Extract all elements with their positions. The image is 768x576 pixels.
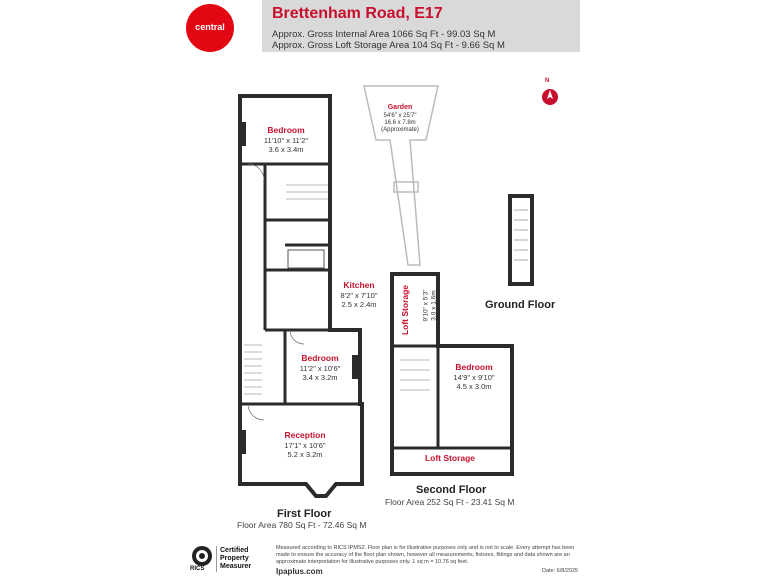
- badge-divider: [216, 546, 217, 572]
- room-reception-dim-imperial: 17'1" x 10'6": [284, 441, 326, 450]
- room-bedroom-3-dim-metric: 4.5 x 3.0m: [456, 382, 492, 391]
- property-title: Brettenham Road, E17: [272, 5, 443, 22]
- room-kitchen-dim-metric: 2.5 x 2.4m: [341, 300, 377, 309]
- website-link[interactable]: Ipaplus.com: [276, 567, 323, 576]
- plan-date: Date: 6/8/2025: [542, 568, 579, 574]
- room-reception-dim-metric: 5.2 x 3.2m: [287, 450, 323, 459]
- ground-floor-title: Ground Floor: [485, 299, 556, 311]
- room-bedroom-3-name: Bedroom: [455, 362, 493, 372]
- room-bedroom-3-dim-imperial: 14'9" x 9'10": [453, 373, 495, 382]
- badge-line-3: Measurer: [220, 563, 252, 570]
- badge-line-2: Property: [220, 555, 249, 562]
- loft-storage-1-name: Loft Storage: [400, 284, 410, 336]
- garden-note: (Approximate): [381, 127, 419, 133]
- garden-name: Garden: [387, 104, 413, 111]
- badge-line-1: Certified: [220, 547, 249, 554]
- second-floor-title: Second Floor: [416, 484, 487, 496]
- room-kitchen-name: Kitchen: [343, 280, 375, 290]
- garden-dim-imperial: 54'6" x 25'7": [383, 113, 417, 119]
- room-bedroom-2-name: Bedroom: [301, 353, 339, 363]
- room-bedroom-2-dim-imperial: 11'2" x 10'6": [299, 364, 341, 373]
- loft-storage-1-dim-metric: 3.0 x 1.6m: [430, 290, 438, 321]
- room-bedroom-1-name: Bedroom: [267, 125, 305, 135]
- compass-label: N: [545, 78, 550, 84]
- room-bedroom-1-dim-imperial: 11'10" x 11'2": [263, 136, 309, 145]
- second-floor-area: Floor Area 252 Sq Ft - 23.41 Sq M: [385, 497, 515, 507]
- first-floor-area: Floor Area 780 Sq Ft - 72.46 Sq M: [237, 520, 367, 530]
- room-reception-name: Reception: [284, 430, 326, 440]
- disclaimer-text: Measured according to RICS IPMS2. Floor plan is for illustrative purposes only and is not to scale. Every attempt has been made to ensure the accuracy of the floor plan shown, however all measurements, fixtures, fittings and data shown are an approximate interpretation for illustrative purposes only. 1 sq m = 10.76 sq feet.: [276, 545, 575, 565]
- garden-dim-metric: 16.6 x 7.8m: [384, 120, 416, 126]
- gross-loft-area: Approx. Gross Loft Storage Area 104 Sq Ft - 9.66 Sq M: [272, 40, 505, 51]
- rics-label: RICS: [190, 566, 205, 572]
- first-floor-title: First Floor: [277, 508, 332, 520]
- loft-storage-2-name: Loft Storage: [424, 453, 476, 463]
- room-kitchen-dim-imperial: 8'2" x 7'10": [340, 291, 378, 300]
- logo-text: central: [195, 22, 225, 32]
- room-bedroom-1-dim-metric: 3.6 x 3.4m: [268, 145, 304, 154]
- loft-storage-1-dim-imperial: 9'10" x 5'3": [422, 289, 430, 322]
- gross-internal-area: Approx. Gross Internal Area 1066 Sq Ft - 99.03 Sq M: [272, 29, 496, 40]
- room-bedroom-2-dim-metric: 3.4 x 3.2m: [302, 373, 338, 382]
